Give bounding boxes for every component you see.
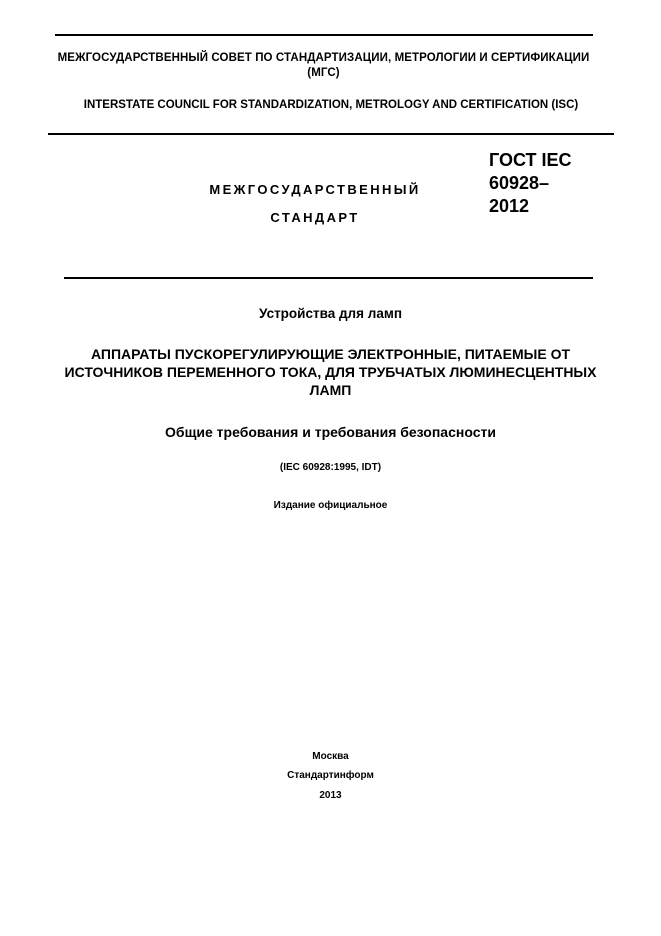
title-rule <box>64 277 593 279</box>
main-title: АППАРАТЫ ПУСКОРЕГУЛИРУЮЩИЕ ЭЛЕКТРОННЫЕ, ПИТАЕМЫЕ ОТ ИСТОЧНИКОВ ПЕРЕМЕННОГО ТОКА, ДЛЯ ТРУБЧАТЫХ ЛЮМИНЕСЦЕНТНЫХ ЛАМП <box>64 346 597 398</box>
council-name-ru: МЕЖГОСУДАРСТВЕННЫЙ СОВЕТ ПО СТАНДАРТИЗАЦИИ, МЕТРОЛОГИИ И СЕРТИФИКАЦИИ (МГС) <box>57 52 590 79</box>
imprint-year: 2013 <box>319 790 342 801</box>
imprint-publisher: Стандартинформ <box>287 770 374 781</box>
top-rule <box>55 34 593 36</box>
designation-line3: 2012 <box>489 196 530 216</box>
iec-reference: (IEC 60928:1995, IDT) <box>279 462 382 473</box>
title-group: Устройства для ламп <box>259 306 402 321</box>
title-subtitle: Общие требования и требования безопасности <box>165 424 496 440</box>
designation-line1: ГОСТ IEC <box>489 150 572 170</box>
imprint-city: Москва <box>312 751 349 762</box>
standard-designation <box>489 149 572 218</box>
standard-type-line2: СТАНДАРТ <box>270 210 360 225</box>
edition-note: Издание официальное <box>273 500 388 511</box>
standard-type-line1: МЕЖГОСУДАРСТВЕННЫЙ <box>209 182 421 197</box>
designation-line2: 60928– <box>489 173 550 193</box>
council-name-en: INTERSTATE COUNCIL FOR STANDARDIZATION, METROLOGY AND CERTIFICATION (ISC) <box>83 99 579 111</box>
header-rule <box>48 133 614 135</box>
